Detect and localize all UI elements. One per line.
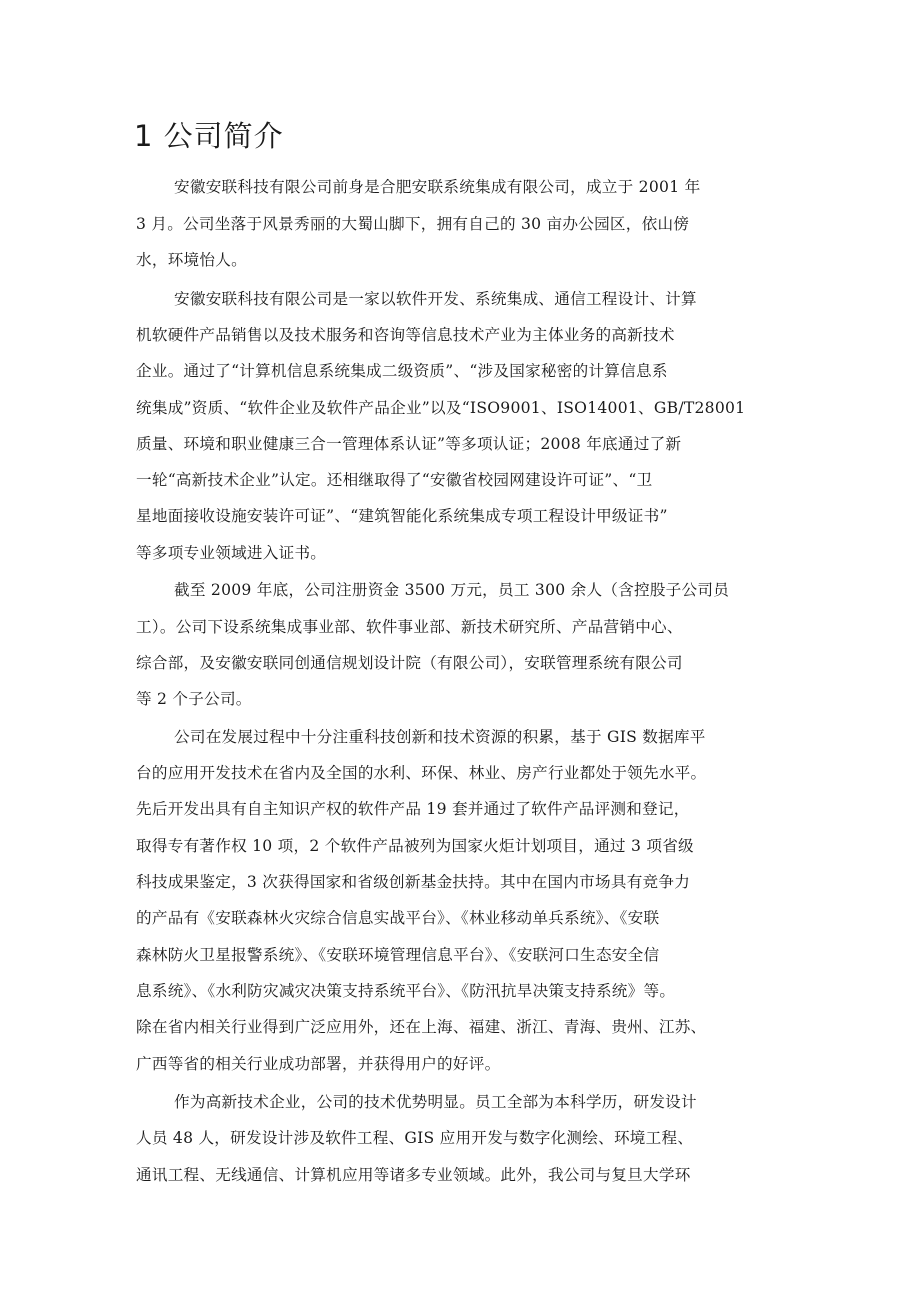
paragraph-line: 取得专有著作权 10 项，2 个软件产品被列为国家火炬计划项目，通过 3 项省级 <box>136 837 694 855</box>
paragraph-line: 广西等省的相关行业成功部署，并获得用户的好评。 <box>136 1055 501 1073</box>
paragraph-line: 科技成果鉴定，3 次获得国家和省级创新基金扶持。其中在国内市场具有竞争力 <box>136 873 691 891</box>
paragraph-line: 工）。公司下设系统集成事业部、软件事业部、新技术研究所、产品营销中心、 <box>136 618 683 636</box>
paragraph-line: 星地面接收设施安装许可证”、“建筑智能化系统集成专项工程设计甲级证书” <box>136 507 668 525</box>
paragraph-line: 综合部，及安徽安联同创通信规划设计院（有限公司），安联管理系统有限公司 <box>136 654 683 672</box>
paragraph-line: 截至 2009 年底，公司注册资金 3500 万元，员工 300 余人（含控股子公司员 <box>174 581 730 599</box>
paragraph-line: 除在省内相关行业得到广泛应用外，还在上海、福建、浙江、青海、贵州、江苏、 <box>136 1018 707 1036</box>
paragraph-line: 台的应用开发技术在省内及全国的水利、环保、林业、房产行业都处于领先水平。 <box>136 764 707 782</box>
paragraph-line: 人员 48 人，研发设计涉及软件工程、GIS 应用开发与数字化测绘、环境工程、 <box>136 1129 694 1147</box>
paragraph-line: 质量、环境和职业健康三合一管理体系认证”等多项认证；2008 年底通过了新 <box>136 435 682 453</box>
paragraph-line: 水，环境怡人。 <box>136 251 247 269</box>
section-title: 1 公司简介 <box>134 119 284 153</box>
paragraph-line: 机软硬件产品销售以及技术服务和咨询等信息技术产业为主体业务的高新技术 <box>136 326 675 344</box>
paragraph-line: 的产品有《安联森林火灾综合信息实战平台》、《林业移动单兵系统》、《安联 <box>136 909 660 927</box>
paragraph-line: 安徽安联科技有限公司是一家以软件开发、系统集成、通信工程设计、计算 <box>174 290 697 308</box>
paragraph-line: 安徽安联科技有限公司前身是合肥安联系统集成有限公司，成立于 2001 年 <box>174 178 701 196</box>
paragraph-line: 一轮“高新技术企业”认定。还相继取得了“安徽省校园网建设许可证”、“卫 <box>136 471 653 489</box>
paragraph-line: 作为高新技术企业，公司的技术优势明显。员工全部为本科学历，研发设计 <box>174 1093 697 1111</box>
paragraph-line: 3 月。公司坐落于风景秀丽的大蜀山脚下，拥有自己的 30 亩办公园区，依山傍 <box>136 215 690 233</box>
paragraph-line: 公司在发展过程中十分注重科技创新和技术资源的积累，基于 GIS 数据库平 <box>174 728 706 746</box>
paragraph-line: 等多项专业领域进入证书。 <box>136 544 327 562</box>
paragraph-line: 通讯工程、无线通信、计算机应用等诸多专业领域。此外，我公司与复旦大学环 <box>136 1166 691 1184</box>
paragraph-line: 森林防火卫星报警系统》、《安联环境管理信息平台》、《安联河口生态安全信 <box>136 946 660 964</box>
paragraph-line: 等 2 个子公司。 <box>136 690 252 708</box>
paragraph-line: 统集成”资质、“软件企业及软件产品企业”以及“ISO9001、ISO14001、GB/T28001 <box>136 399 746 417</box>
paragraph-line: 先后开发出具有自主知识产权的软件产品 19 套并通过了软件产品评测和登记， <box>136 800 690 818</box>
paragraph-line: 息系统》、《水利防灾减灾决策支持系统平台》、《防汛抗旱决策支持系统》等。 <box>136 982 676 1000</box>
paragraph-line: 企业。通过了“计算机信息系统集成二级资质”、“涉及国家秘密的计算信息系 <box>136 362 668 380</box>
